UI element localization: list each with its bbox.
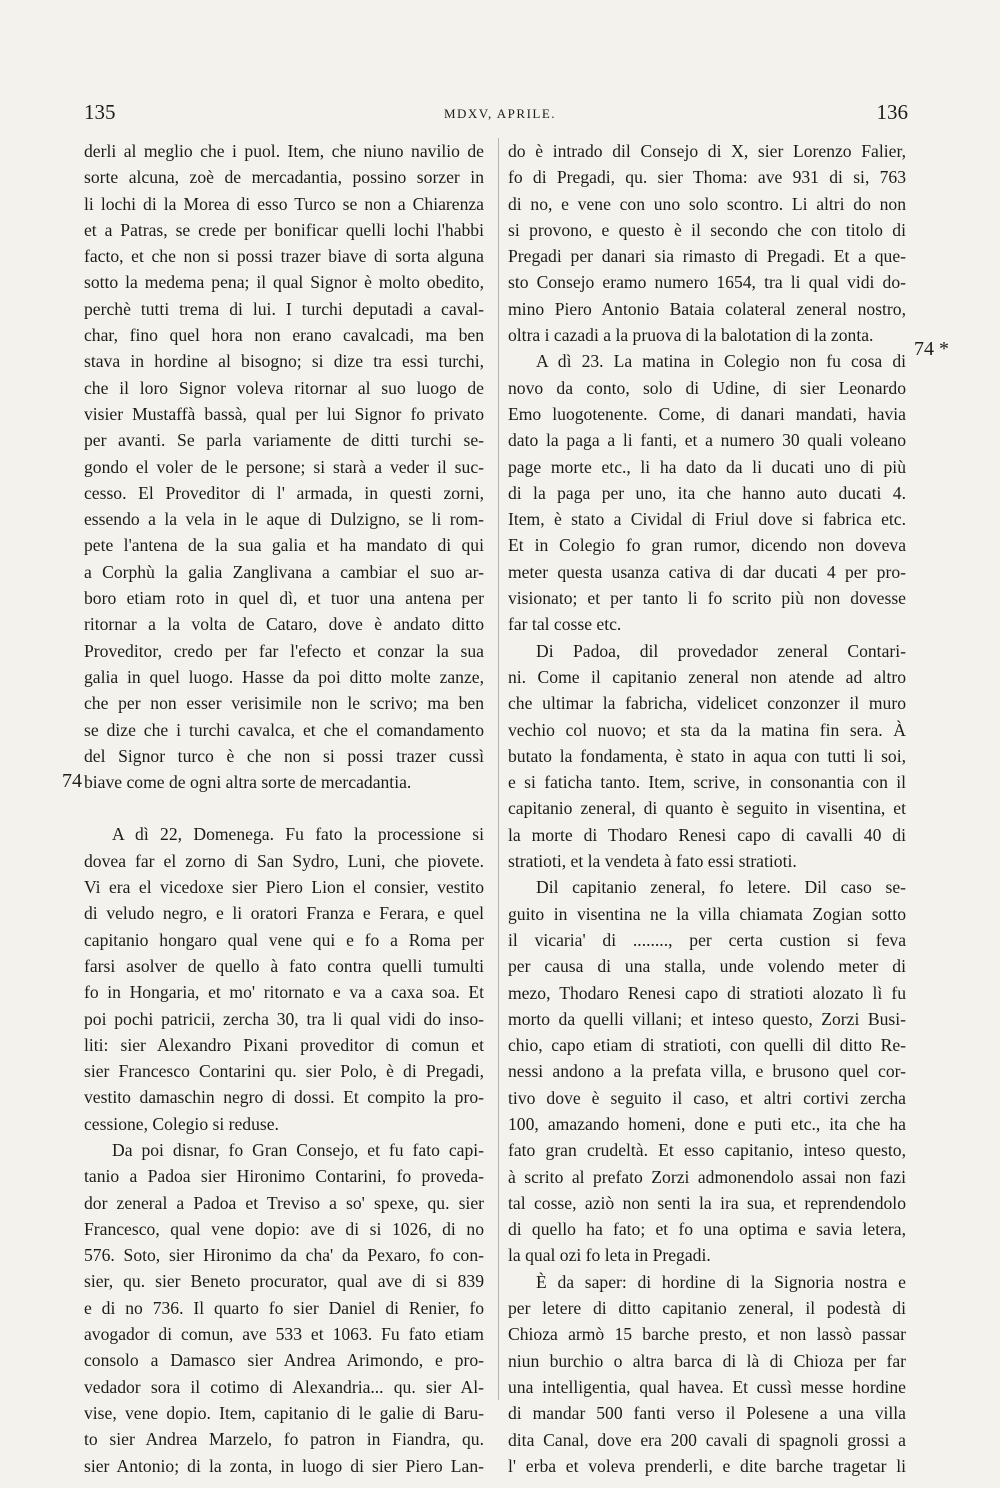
text-line: morto da quelli villani; et inteso questo, Zorzi Busi- bbox=[508, 1008, 906, 1029]
text-line: Da poi disnar, fo Gran Consejo, et fu fato capi- bbox=[112, 1139, 484, 1160]
text-line: essendo a la vela in le aque di Dulzigno, se li rom- bbox=[84, 509, 484, 530]
text-line: sier Antonio; di la zonta, in luogo di sier Piero Lan- bbox=[84, 1455, 484, 1476]
text-line: e di no 736. Il quarto fo sier Daniel di Renier, fo bbox=[84, 1297, 484, 1318]
text-line: biave come de ogni altra sorte de mercadantia. bbox=[84, 772, 412, 793]
text-line: ni. Come il capitanio zeneral non atende ad altro bbox=[508, 666, 906, 687]
text-line: boro etiam roto in quel dì, et tuor una antena per bbox=[84, 588, 484, 609]
text-line: a Corphù la galia Zanglivana a cambiar el suo ar- bbox=[84, 561, 484, 582]
text-line: farsi asolver de quello à fato contra quelli tumulti bbox=[84, 955, 484, 976]
text-line: vedador sora il cotimo di Alexandria... qu. sier Al- bbox=[84, 1376, 484, 1397]
text-line: capitanio hongaro qual vene qui e fo a Roma per bbox=[84, 929, 484, 950]
text-line: galia in quel luogo. Hasse da poi ditto molte zanze, bbox=[84, 666, 484, 687]
text-line: se dize che i turchi cavalca, et che el comandamento bbox=[84, 719, 484, 740]
text-line: visionato; et per tanto li fo scrito più non dovesse bbox=[508, 588, 906, 609]
text-line: per avanti. Se parla variamente de ditti turchi se- bbox=[84, 430, 484, 451]
text-line: Chioza armò 15 barche presto, et non lassò passar bbox=[508, 1324, 906, 1345]
text-line: derli al meglio che i puol. Item, che niuno navilio de bbox=[84, 141, 484, 161]
text-line: guito in visentina ne la villa chiamata Zogian sotto bbox=[508, 903, 906, 924]
text-line: Dil capitanio zeneral, fo letere. Dil caso se- bbox=[536, 877, 906, 898]
text-line: vise, vene dopio. Item, capitanio di le galie di Baru- bbox=[84, 1402, 484, 1423]
text-line: di veludo negro, e li oratori Franza e Ferara, e quel bbox=[84, 903, 484, 924]
text-line: sier Francesco Contarini qu. sier Polo, è di Pregadi, bbox=[84, 1061, 484, 1082]
text-line: gondo el voler de le persone; si starà a veder il suc- bbox=[84, 456, 484, 477]
text-line: il vicaria' di ........, per certa custion si feva bbox=[508, 929, 906, 950]
text-line: e si faticha tanto. Item, scrive, in consonantia con il bbox=[508, 772, 906, 793]
text-line: si provono, e questo è il secondo che con titolo di bbox=[508, 219, 906, 240]
text-line: Pregadi per danari sia rimasto di Pregadi. Et a que- bbox=[508, 246, 906, 267]
text-line: mino Piero Antonio Bataia colateral zeneral nostro, bbox=[508, 298, 906, 319]
text-line: chio, capo etiam di stratioti, con quelli dil ditto Re- bbox=[508, 1035, 906, 1056]
text-line: facto, et che non si possi trazer biave di sorta alguna bbox=[84, 246, 484, 267]
margin-note-left: 74 bbox=[62, 770, 82, 792]
text-line: stratioti, et la vendeta à fato essi stratioti. bbox=[508, 851, 797, 872]
text-line: È da saper: di hordine di la Signoria nostra e bbox=[536, 1271, 906, 1292]
text-line: cessione, Colegio si reduse. bbox=[84, 1113, 279, 1134]
text-line: fo di Pregadi, qu. sier Thoma: ave 931 di si, 763 bbox=[508, 167, 906, 188]
text-line: di no, e vene con uno solo scontro. Li altri do non bbox=[508, 193, 906, 214]
text-line: tal cosse, aziò non senti la ira sua, et reprendendolo bbox=[508, 1192, 906, 1213]
text-line: che il loro Signor voleva ritornar al suo luogo de bbox=[84, 377, 484, 398]
text-line: che per non esser verisimile non le scrivo; ma ben bbox=[84, 693, 484, 714]
text-line: per letere di ditto capitanio zeneral, il podestà di bbox=[508, 1298, 906, 1319]
text-line: una intelligentia, qual havea. Et cussì messe hordine bbox=[508, 1376, 906, 1397]
text-line: meter questa usanza cativa di dar ducati 4 per pro- bbox=[508, 561, 906, 582]
text-line: 100, amazando homeni, done e puti etc., ita che ha bbox=[508, 1113, 906, 1134]
text-line: pete l'antena de la sua galia et ha mandato di qui bbox=[84, 535, 484, 556]
left-column bbox=[84, 138, 499, 1476]
text-line: l' erba et voleva prenderli, e dite barche tragetar li bbox=[508, 1455, 906, 1476]
text-line: 576. Soto, sier Hironimo da cha' da Pexaro, fo con- bbox=[84, 1245, 484, 1266]
text-line: novo da conto, solo di Udine, di sier Leonardo bbox=[508, 377, 906, 398]
text-line: dor zeneral a Padoa et Treviso a so' spexe, qu. sier bbox=[84, 1192, 484, 1213]
text-line: li lochi di la Morea di esso Turco se non a Chiarenza bbox=[84, 193, 484, 214]
text-line: sorte alcuna, zoè de mercadantia, possino sorzer in bbox=[84, 167, 484, 188]
page-header bbox=[0, 100, 1000, 130]
text-line: Vi era el vicedoxe sier Piero Lion el consier, vestito bbox=[84, 877, 484, 898]
text-line: consolo a Damasco sier Andrea Arimondo, e pro- bbox=[84, 1350, 484, 1371]
text-line: dato la paga a li fanti, et a numero 30 quali voleano bbox=[508, 430, 906, 451]
text-line: niun burchio o altra barca di là di Chioza per far bbox=[508, 1350, 906, 1371]
text-line: ritornar a la volta de Cataro, dove è andato ditto bbox=[84, 614, 484, 635]
text-line: Proveditor, credo per far l'efecto et conzar la sua bbox=[84, 640, 484, 661]
text-line: avogador di comun, ave 533 et 1063. Fu fato etiam bbox=[84, 1324, 484, 1345]
text-line: A dì 22, Domenega. Fu fato la processione si bbox=[112, 824, 484, 845]
text-line: oltra i cazadi a la pruova di la balotation di la zonta. bbox=[508, 325, 874, 346]
text-line: fato gran crudeltà. Et esso capitanio, inteso questo, bbox=[508, 1140, 906, 1161]
text-line: di la paga per uno, ita che hanno auto ducati 4. bbox=[508, 482, 906, 503]
text-line: Item, è stato a Cividal di Friul dove si fabrica etc. bbox=[508, 509, 906, 530]
text-line: che ultimar la fabricha, videlicet conzonzer il muro bbox=[508, 693, 906, 714]
text-line: tivo dove è seguito il caso, et altri cortivi zercha bbox=[508, 1087, 906, 1108]
text-line: do è intrado dil Consejo di X, sier Lorenzo Falier, bbox=[508, 141, 906, 161]
text-line: cesso. El Proveditor di l' armada, in questi zorni, bbox=[84, 482, 484, 503]
text-line: Francesco, qual vene dopio: ave di si 1026, di no bbox=[84, 1218, 484, 1239]
text-line: capitanio zeneral, di quanto è seguito in visentina, et bbox=[508, 798, 906, 819]
text-line: à scrito al prefato Zorzi admonendolo assai non fazi bbox=[508, 1166, 906, 1187]
text-line: perchè tutti trema di lui. I turchi deputadi a caval- bbox=[84, 298, 484, 319]
text-line: di quello ha fato; et fo una optima e savia letera, bbox=[508, 1219, 906, 1240]
text-line: poi pochi patricii, zercha 30, tra li qual vidi do inso- bbox=[84, 1008, 484, 1029]
text-line: dita Canal, dove era 200 cavali di spagnoli grossi a bbox=[508, 1429, 906, 1450]
text-line: Et in Colegio fo gran rumor, dicendo non doveva bbox=[508, 535, 906, 556]
paragraph-gap bbox=[84, 795, 484, 821]
text-line: del Signor turco è che non si possi trazer cussì bbox=[84, 745, 484, 766]
text-line: dovea far el zorno di San Sydro, Luni, che piovete. bbox=[84, 850, 484, 871]
text-line: Di Padoa, dil provedador zeneral Contari- bbox=[536, 640, 906, 661]
text-line: per causa di una stalla, unde volendo meter di bbox=[508, 956, 906, 977]
text-line: visier Mustaffà bassà, qual per lui Signor fo privato bbox=[84, 403, 484, 424]
text-line: mezo, Thodaro Renesi capo di stratioti alozato lì fu bbox=[508, 982, 906, 1003]
page-number-left: 135 bbox=[84, 100, 116, 124]
text-line: sier, qu. sier Beneto procurator, qual ave di si 839 bbox=[84, 1271, 484, 1292]
text-line: nessi andono a la prefata villa, e brusono quel cor- bbox=[508, 1061, 906, 1082]
text-line: fo in Hongaria, et mo' ritornato e va a caxa soa. Et bbox=[84, 982, 484, 1003]
text-line: to sier Andrea Marzelo, fo patron in Fiandra, qu. bbox=[84, 1429, 484, 1450]
text-line: Emo luogotenente. Come, di danari mandati, havia bbox=[508, 403, 906, 424]
page-number-right: 136 bbox=[876, 100, 908, 124]
text-line: la qual ozi fo leta in Pregadi. bbox=[508, 1245, 711, 1266]
text-line: tanio a Padoa sier Hironimo Contarini, fo proveda- bbox=[84, 1166, 484, 1187]
text-line: la morte di Thodaro Renesi capo di cavalli 40 di bbox=[508, 824, 906, 845]
text-line: stava in hordine al bisogno; si dize tra essi turchi, bbox=[84, 351, 484, 372]
text-line: et a Patras, se crede per bonificar quelli lochi l'habbi bbox=[84, 219, 484, 240]
text-line: liti: sier Alexandro Pixani proveditor di comun et bbox=[84, 1034, 484, 1055]
text-line: sotto la medema pena; il qual Signor è molto obedito, bbox=[84, 272, 484, 293]
text-line: sto Consejo eramo numero 1654, tra li qual vidi do- bbox=[508, 272, 906, 293]
text-line: far tal cosse etc. bbox=[508, 614, 622, 635]
margin-note-right: 74 * bbox=[914, 338, 949, 360]
text-line: vestito damaschin negro di dossi. Et compito la pro- bbox=[84, 1087, 484, 1108]
text-line: page morte etc., li ha dato da li ducati uno di più bbox=[508, 456, 906, 477]
text-line: butato la fondamenta, è stato in aqua con tutti li soi, bbox=[508, 745, 906, 766]
running-head: MDXV, APRILE. bbox=[443, 106, 557, 121]
text-line: char, fino quel hora non erano cavalcadi, ma ben bbox=[84, 325, 484, 346]
text-line: A dì 23. La matina in Colegio non fu cosa di bbox=[536, 351, 906, 372]
text-line: vechio col nuovo; et sta da la matina fin sera. À bbox=[508, 719, 906, 740]
text-line: di mandar 500 fanti verso il Polesene a una villa bbox=[508, 1403, 906, 1424]
right-column bbox=[508, 138, 906, 1479]
